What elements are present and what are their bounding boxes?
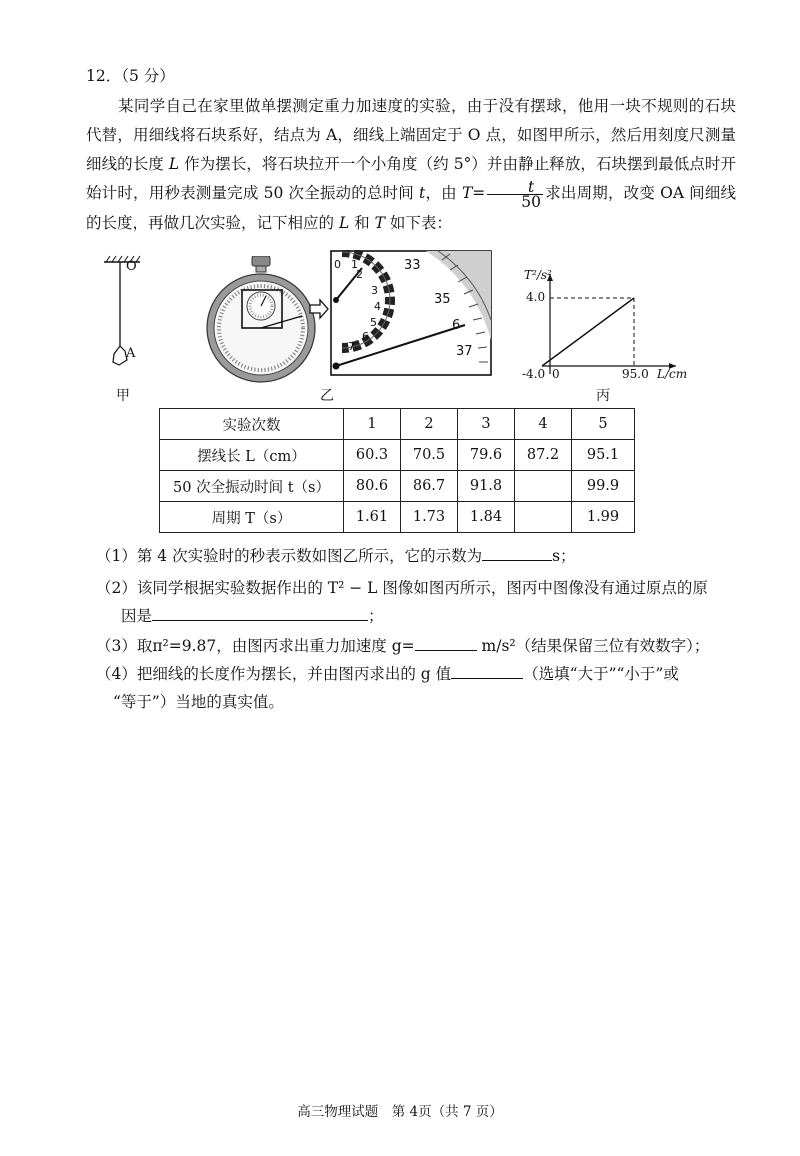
zoom-arrow	[308, 298, 330, 320]
subquestion-1	[96, 542, 736, 571]
stem-part-c: ，由	[425, 184, 462, 202]
table-row	[160, 502, 635, 533]
table-cell: 99.9	[572, 471, 635, 502]
data-table	[159, 408, 635, 533]
bing-tick-x-neg: -4.0	[522, 367, 546, 381]
table-cell: 86.7	[401, 471, 458, 502]
table-cell: 91.8	[458, 471, 515, 502]
table-row	[160, 440, 635, 471]
fraction-numerator: t	[487, 180, 543, 195]
var-l-2: L	[338, 213, 350, 232]
dial-tick-5: 5	[370, 316, 377, 329]
dial-outer-33: 33	[404, 258, 421, 273]
dial-outer-6: 6	[452, 318, 461, 333]
table-cell: 70.5	[401, 440, 458, 471]
table-cell: 95.1	[572, 440, 635, 471]
figures-row	[86, 250, 736, 410]
table-cell: 摆线长 L（cm）	[160, 440, 344, 471]
var-t: t	[419, 184, 426, 202]
q2-text-cont: 因是	[121, 607, 153, 625]
q4-options: （选填“大于”“小于”或	[523, 665, 679, 683]
table-cell: 周期 T（s）	[160, 502, 344, 533]
table-cell: 1.84	[458, 502, 515, 533]
table-cell: 60.3	[344, 440, 401, 471]
dial-tick-6: 6	[362, 330, 369, 343]
table-cell: 5	[572, 409, 635, 440]
table-header-row	[160, 409, 635, 440]
table-cell: 4	[515, 409, 572, 440]
table-cell: 79.6	[458, 440, 515, 471]
table-cell: 80.6	[344, 471, 401, 502]
dial-tick-2: 2	[356, 268, 363, 281]
point-a-label: A	[126, 346, 136, 361]
var-l: L	[168, 155, 180, 173]
page-footer: 高三物理试题 第 4页（共 7 页）	[297, 1104, 503, 1120]
table-cell: 87.2	[515, 440, 572, 471]
q3-unit: m/s²（结果保留三位有效数字）；	[476, 637, 710, 655]
table-cell	[515, 471, 572, 502]
table-cell: 2	[401, 409, 458, 440]
stem-part-a: 某同学自己在家里做单摆测定重力加速度的实验，由于没有摆球，他用一块不规则的石块代替，用细线将石块系好，结点为 A，细线上端固定于 O 点，如图甲所示，然后用刻度尺测量细线的长度	[86, 97, 736, 173]
table-cell: 1.99	[572, 502, 635, 533]
q2-answer-blank[interactable]	[152, 604, 368, 621]
fig-bing-label: 丙	[596, 388, 610, 404]
question-number: 12．（5 分）	[86, 67, 175, 85]
stem-part-f: 如下表：	[384, 213, 452, 232]
bing-tick-x: 95.0	[622, 367, 649, 381]
subquestion-3	[96, 632, 736, 661]
table-cell: 实验次数	[160, 409, 344, 440]
table-cell: 50 次全振动时间 t（s）	[160, 471, 344, 502]
dial-tick-3: 3	[371, 284, 378, 297]
table-cell	[515, 502, 572, 533]
var-T: T	[461, 184, 473, 202]
bing-x-axis-label: L/cm	[657, 367, 688, 381]
table-cell: 1.61	[344, 502, 401, 533]
dial-tick-1: 1	[351, 258, 358, 271]
q1-answer-blank[interactable]	[482, 544, 552, 561]
q4-text-cont: “等于”）当地的真实值。	[113, 693, 284, 711]
dial-tick-7: 7	[348, 340, 355, 353]
q2-end: ；	[368, 607, 384, 625]
table-row	[160, 471, 635, 502]
q3-answer-blank[interactable]	[415, 634, 477, 651]
q1-text: （1）第 4 次实验时的秒表示数如图乙所示，它的示数为	[96, 547, 483, 565]
equals-sign: =	[472, 184, 486, 202]
bing-tick-y: 4.0	[526, 290, 546, 304]
subquestion-2-cont	[121, 602, 721, 631]
subquestion-2	[96, 574, 736, 603]
table-cell: 1	[344, 409, 401, 440]
period-fraction	[487, 177, 543, 211]
fig-yi-label: 乙	[320, 388, 334, 404]
fig-yi-stopwatch	[206, 256, 341, 384]
q2-text: （2）该同学根据实验数据作出的 T² − L 图像如图丙所示，图丙中图像没有通过原点的原	[96, 579, 708, 597]
fig-jia-label: 甲	[116, 388, 130, 404]
stem-part-b: 作为摆长，将石块拉开一个小角度（约 5°）并由静止释放，石块摆到最低点时开始计时，用秒表测量完成 50 次全振动的总时间	[86, 155, 736, 202]
q4-text: （4）把细线的长度作为摆长，并由图丙求出的 g 值	[96, 665, 452, 683]
dial-tick-4: 4	[374, 300, 381, 313]
q4-answer-blank[interactable]	[451, 662, 523, 679]
q3-text: （3）取π²=9.87，由图丙求出重力加速度 g=	[96, 637, 415, 655]
bing-y-axis-label: T²/s²	[524, 268, 552, 282]
dial-tick-0: 0	[334, 258, 341, 271]
table-cell: 3	[458, 409, 515, 440]
q1-unit: s；	[552, 547, 576, 565]
var-T-2: T	[374, 213, 385, 232]
stem-part-d: 求出周期，改变 OA 间细线的长度，再做几次实验，记下相应的	[86, 184, 736, 232]
bing-tick-origin: 0	[552, 367, 560, 381]
question-stem	[86, 92, 736, 238]
fig-jia-pendulum	[100, 254, 150, 382]
table-cell: 1.73	[401, 502, 458, 533]
subquestion-4-cont	[113, 688, 753, 717]
fraction-denominator: 50	[521, 192, 542, 211]
point-o-label: O	[126, 259, 137, 274]
dial-outer-35: 35	[434, 292, 451, 307]
subquestion-4	[96, 660, 736, 689]
fig-bing-graph	[512, 270, 682, 380]
dial-outer-37: 37	[456, 344, 473, 359]
stem-part-e: 和	[349, 213, 375, 232]
